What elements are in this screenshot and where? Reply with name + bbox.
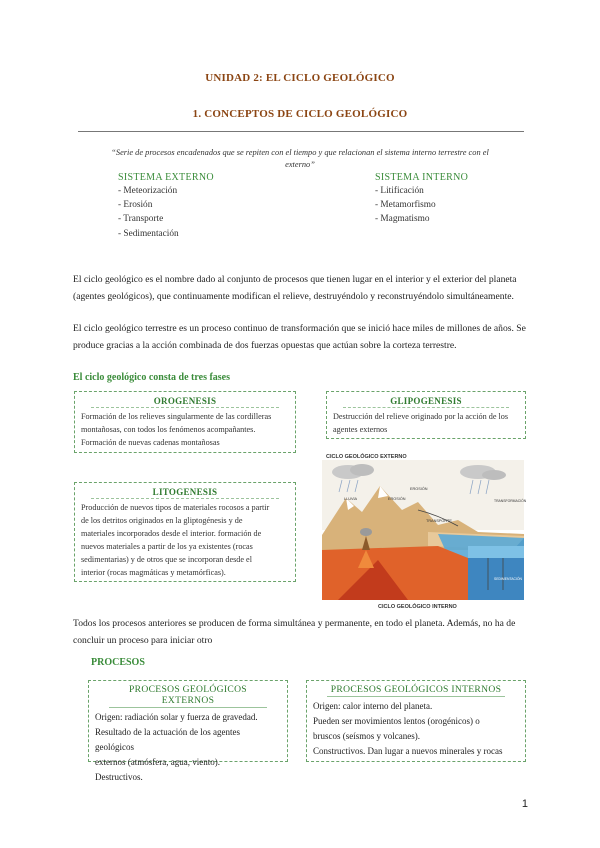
internal-process-line: Constructivos. Dan lugar a nuevos minerales y rocas [313,746,503,756]
definition-quote [80,147,520,171]
internal-item: - Magmatismo [375,214,430,225]
litogenesis-line: de los detritos originados en la gliptogénesis y de [81,516,243,525]
internal-process-line: Pueden ser movimientos lentos (orogénicos) o [313,716,480,726]
internal-process-line: Origen: calor interno del planeta. [313,701,433,711]
external-process-line: Resultado de la actuación de los agentes geológicos [95,727,240,752]
litogenesis-line: materiales incorporados desde el interior. formación de [81,529,262,538]
processes-heading: PROCESOS [91,657,145,668]
litogenesis-line: Producción de nuevos tipos de materiales rocosos a partir [81,503,270,512]
paragraph-continuous: El ciclo geológico terrestre es un proceso continuo de transformación que se inició hace miles de millones de años. Se produce gracias a la acción combinada de dos fuerzas opuestas que actúan sobre la corteza terrestre. [73,323,526,352]
internal-system [375,172,468,227]
internal-processes-box [306,680,526,762]
glipogenesis-title: GLIPOGENESIS [343,396,509,408]
quote-line-2: externo” [285,160,315,169]
orogenesis-line: Formación de nuevas cadenas montañosas [81,438,220,447]
external-process-line: Destructivos. [95,772,143,782]
litogenesis-line: interior (rocas magmáticas y metamórficas). [81,568,226,577]
internal-process-line: bruscos (seísmos y volcanes). [313,731,420,741]
quote-line-1: “Serie de procesos encadenados que se repiten con el tiempo y que relacionan el sistema interno terrestre con el [111,148,489,157]
external-item: - Sedimentación [118,228,179,239]
external-process-line: externos (atmósfera, agua, viento). [95,757,220,767]
external-system [118,172,214,241]
external-item: - Erosión [118,200,153,211]
internal-item: - Metamorfismo [375,200,436,211]
external-process-line: Origen: radiación solar y fuerza de gravedad. [95,712,258,722]
diagram-label: TRANSFORMACIÓN [494,499,527,503]
glipogenesis-line: agentes externos [333,425,388,434]
external-processes-title: PROCESOS GEOLÓGICOS EXTERNOS [109,684,267,708]
litogenesis-title: LITOGENESIS [91,487,279,499]
orogenesis-box [74,391,296,453]
external-processes-box [88,680,288,782]
litogenesis-line: sedimentarias) y de otros que se incorporan desde el [81,555,252,564]
section-title: 1. CONCEPTOS DE CICLO GEOLÓGICO [192,108,408,120]
internal-processes-title: PROCESOS GEOLÓGICOS INTERNOS [327,684,505,697]
paragraph-simultaneous: Todos los procesos anteriores se producen de forma simultánea y permanente, en todo el planeta. Además, no ha de concluir un proceso para iniciar otro [73,618,516,647]
diagram-label: TRANSPORTE [426,519,452,523]
diagram-label: SEDIMENTACIÓN [494,577,523,581]
divider [78,131,524,132]
glipogenesis-box [326,391,526,439]
orogenesis-line: Formación de los relieves singularmente de las cordilleras [81,412,272,421]
glipogenesis-line: Destrucción del relieve originado por la acción de los [333,412,509,421]
diagram-label: EROSIÓN [388,497,406,501]
diagram-bottom-label: CICLO GEOLÓGICO INTERNO [378,604,457,610]
geological-cycle-diagram [318,450,528,610]
paragraph-intro: El ciclo geológico es el nombre dado al conjunto de procesos que tienen lugar en el interior y el exterior del planeta (agentes geológicos), que continuamente modifican el relieve, destruyéndolo y reconstruyéndolo simultáneamente. [73,274,517,303]
orogenesis-line: montañosas, con todos los fenómenos acompañantes. [81,425,256,434]
geological-cycle-illustration [318,450,528,610]
external-item: - Transporte [118,214,164,225]
diagram-top-label: CICLO GEOLÓGICO EXTERNO [326,454,407,460]
litogenesis-line: nuevos materiales a partir de los ya existentes (rocas [81,542,253,551]
internal-item: - Litificación [375,186,424,196]
litogenesis-box [74,482,296,582]
orogenesis-title: OROGENESIS [91,396,279,408]
page-number: 1 [521,798,528,810]
external-system-title: SISTEMA EXTERNO [118,172,214,183]
external-item: - Meteorización [118,186,178,196]
internal-system-title: SISTEMA INTERNO [375,172,469,183]
diagram-label: EROSIÓN [410,487,428,491]
unit-title: UNIDAD 2: EL CICLO GEOLÓGICO [205,72,395,84]
diagram-label: LLUVIA [344,497,358,501]
phases-heading: El ciclo geológico consta de tres fases [73,372,231,383]
